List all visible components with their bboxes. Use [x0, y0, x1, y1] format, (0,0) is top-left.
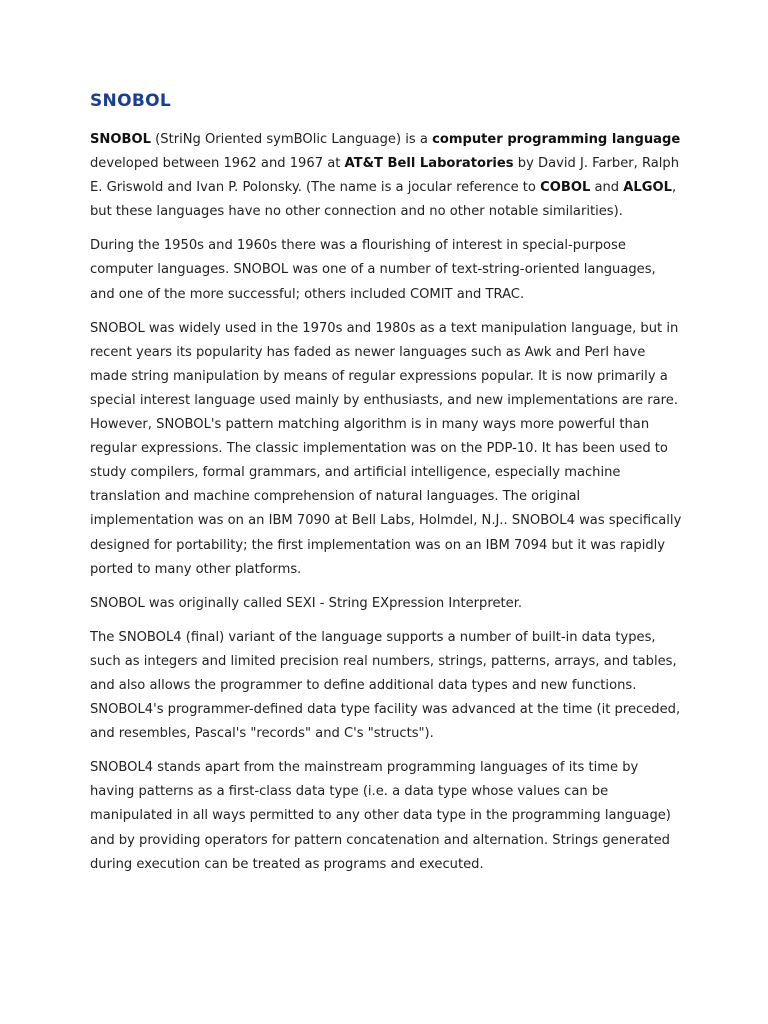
- term-cobol: COBOL: [540, 180, 591, 196]
- paragraph-patterns: SNOBOL4 stands apart from the mainstream programming languages of its time by having patterns as a first-class data type (i.e. a data type whose values can be manipulated in all ways permitted to any other data type in the programming language) and by providing operators for pattern concatenation and alternation. Strings generated during execution can be treated as programs and executed.: [90, 760, 671, 872]
- paragraph-usage: SNOBOL was widely used in the 1970s and 1980s as a text manipulation language, but in recent years its popularity has faded as newer languages such as Awk and Perl have made string manipulation by means of regular expressions popular. It is now primarily a special interest language used mainly by enthusiasts, and new implementations are rare. However, SNOBOL's pattern matching algorithm is in many ways more powerful than regular expressions. The classic implementation was on the PDP-10. It has been used to study compilers, formal grammars, and artificial intelligence, especially machine translation and machine comprehension of natural languages. The original implementation was on an IBM 7090 at Bell Labs, Holmdel, N.J.. SNOBOL4 was specifically designed for portability; the first implementation was on an IBM 7094 but it was rapidly ported to many other platforms.: [90, 320, 682, 577]
- term-computer-programming-language: computer programming language: [432, 132, 681, 147]
- term-att-bell-labs: AT&T Bell Laboratories: [344, 156, 514, 172]
- paragraph-data-types: The SNOBOL4 (final) variant of the language supports a number of built-in data types, such as integers and limited precision real numbers, strings, patterns, arrays, and tables, and also allows the programmer to define additional data types and new functions. SNOBOL4's programmer-defined data type facility was advanced at the time (it preceded, and resembles, Pascal's "records" and C's "structs").: [90, 629, 681, 742]
- page-title: SNOBOL: [90, 91, 171, 111]
- paragraph-history: During the 1950s and 1960s there was a flourishing of interest in special-purpose computer languages. SNOBOL was one of a number of text-string-oriented languages, and one of the more successful; others included COMIT and TRAC.: [90, 238, 656, 302]
- term-snobol: SNOBOL: [90, 132, 151, 147]
- term-algol: ALGOL: [623, 180, 672, 196]
- paragraph-original-name: SNOBOL was originally called SEXI - String EXpression Interpreter.: [90, 595, 523, 611]
- paragraph-intro: SNOBOL (StriNg Oriented symBOlic Language) is a computer programming language developed between 1962 and 1967 at AT&T Bell Laboratories by David J. Farber, Ralph E. Griswold and Ivan P. Polonsky. (The name is a jocular reference to COBOL and ALGOL, but these languages have no other connection and no other notable similarities).: [90, 132, 681, 220]
